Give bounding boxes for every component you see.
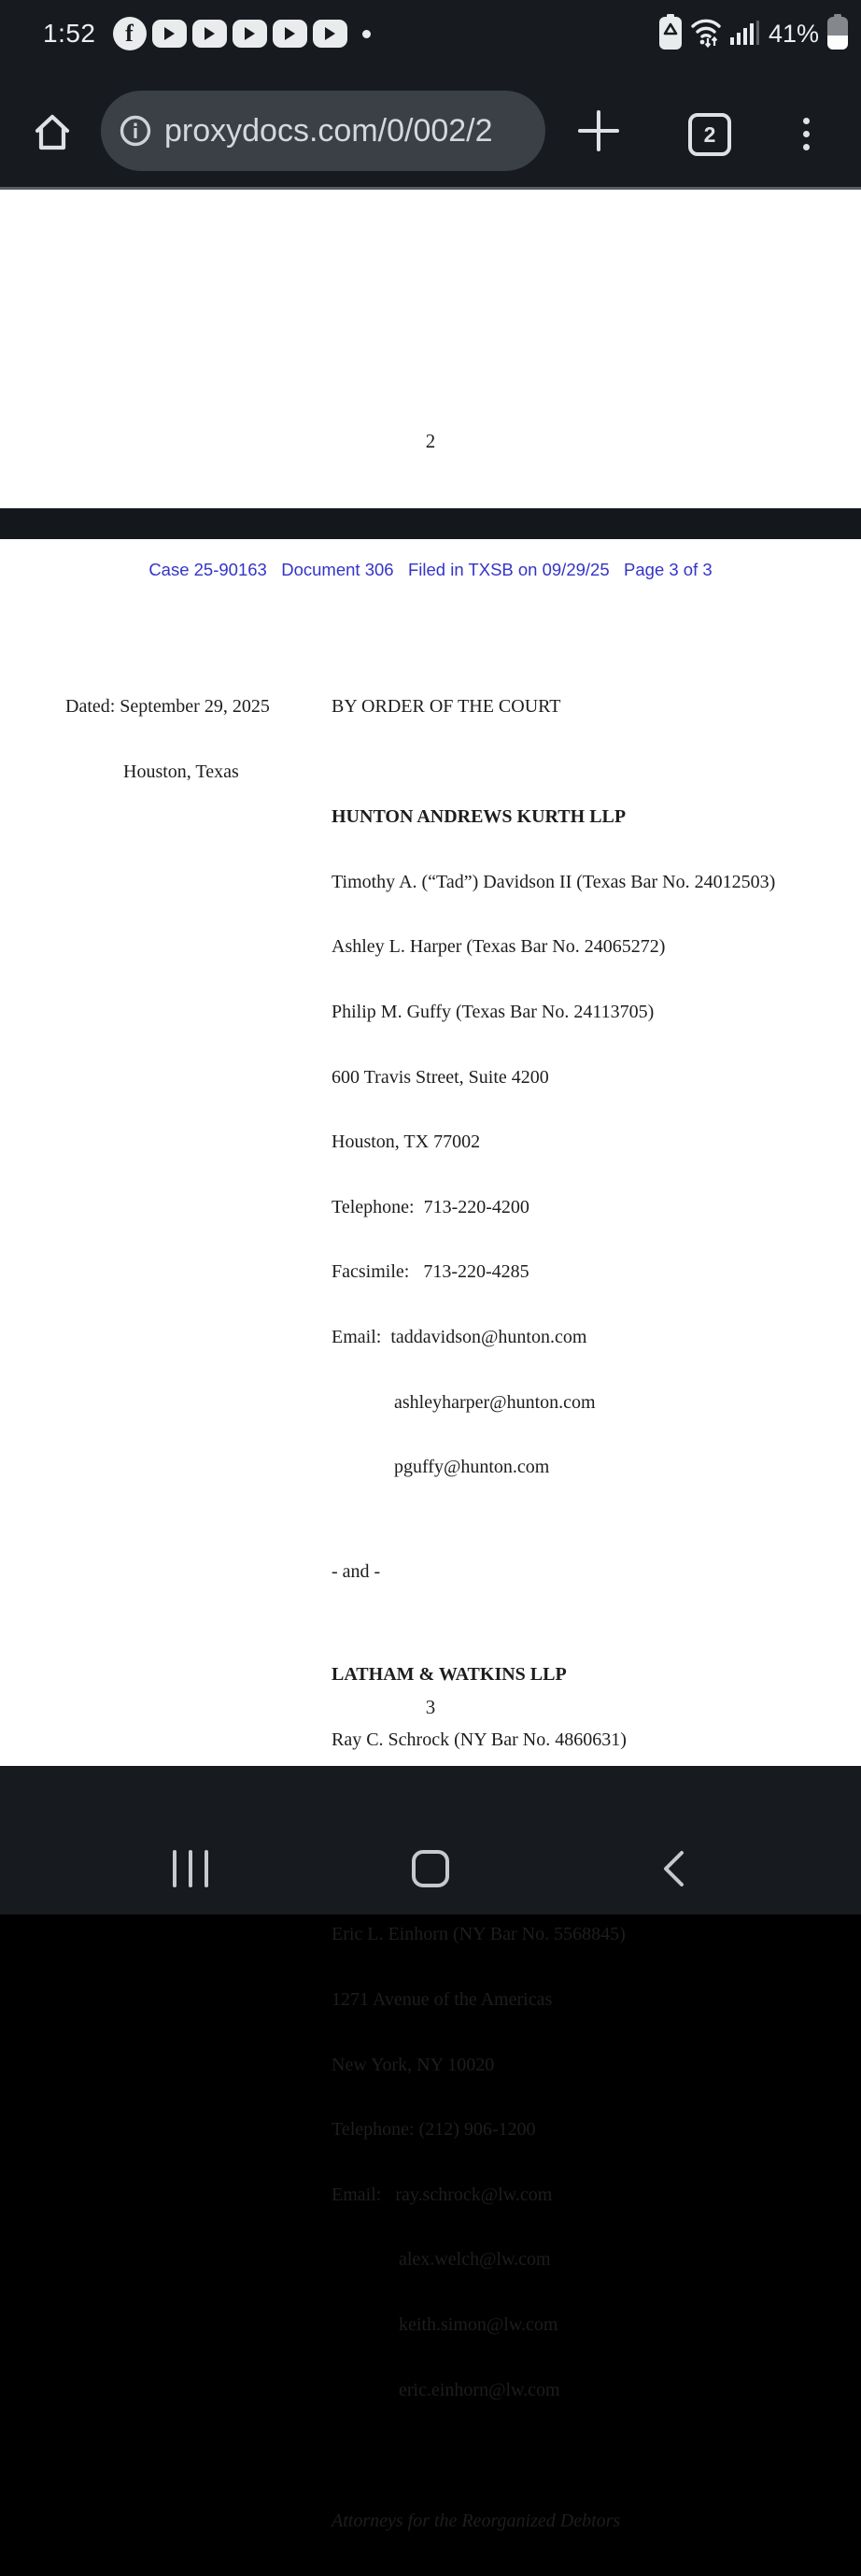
url-text[interactable]: proxydocs.com/0/002/2 bbox=[164, 112, 493, 149]
email-line: eric.einhorn@lw.com bbox=[399, 2379, 560, 2400]
page-2-number: 2 bbox=[425, 430, 436, 452]
doc-line: 600 Travis Street, Suite 4200 bbox=[332, 1066, 549, 1088]
more-notifications-icon bbox=[362, 30, 371, 38]
doc-line: Ray C. Schrock (NY Bar No. 4860631) bbox=[332, 1729, 627, 1750]
tab-switcher-button[interactable] bbox=[688, 113, 731, 156]
dated-line: Dated: September 29, 2025 bbox=[65, 696, 270, 718]
attorneys-signature-line: Attorneys for the Reorganized Debtors bbox=[332, 2511, 621, 2532]
status-bar bbox=[0, 0, 861, 67]
home-squircle-icon bbox=[412, 1850, 449, 1887]
battery-icon bbox=[827, 14, 848, 54]
youtube-notification-icon bbox=[192, 20, 227, 48]
youtube-notification-icon bbox=[233, 20, 267, 48]
battery-percent: 41% bbox=[768, 19, 819, 48]
email-line: ashleyharper@hunton.com bbox=[394, 1391, 596, 1413]
doc-line: Facsimile: 713-220-4285 bbox=[332, 1261, 529, 1283]
url-bar[interactable] bbox=[101, 91, 545, 171]
page-info-icon[interactable] bbox=[120, 115, 151, 147]
clock: 1:52 bbox=[43, 19, 96, 48]
page-3-number: 3 bbox=[425, 1696, 436, 1718]
email-line: keith.simon@lw.com bbox=[399, 2314, 558, 2336]
latham-firm-name: LATHAM & WATKINS LLP bbox=[332, 1663, 567, 1685]
notification-icons bbox=[113, 17, 371, 50]
browser-toolbar bbox=[0, 67, 861, 190]
new-tab-button[interactable] bbox=[574, 105, 623, 157]
doc-line: Telephone: (212) 906-1200 bbox=[332, 2119, 536, 2141]
doc-line: Email: ray.schrock@lw.com bbox=[332, 2184, 553, 2205]
youtube-notification-icon bbox=[152, 20, 187, 48]
email-line: pguffy@hunton.com bbox=[394, 1457, 550, 1478]
battery-saver-icon bbox=[659, 14, 682, 54]
page-gap-divider bbox=[0, 508, 861, 539]
recent-apps-button[interactable] bbox=[170, 1848, 211, 1889]
home-button[interactable] bbox=[32, 112, 73, 153]
doc-line: New York, NY 10020 bbox=[332, 2054, 495, 2075]
browser-menu-button[interactable] bbox=[794, 110, 818, 157]
signature-block bbox=[332, 653, 817, 2576]
signal-strength-icon bbox=[730, 17, 760, 51]
doc-line: Philip M. Guffy (Texas Bar No. 24113705) bbox=[332, 1002, 655, 1023]
back-button[interactable] bbox=[653, 1848, 694, 1889]
doc-line: Eric L. Einhorn (NY Bar No. 5568845) bbox=[332, 1924, 626, 1945]
doc-line: Ashley L. Harper (Texas Bar No. 24065272) bbox=[332, 936, 666, 958]
youtube-notification-icon bbox=[273, 20, 307, 48]
email-line: alex.welch@lw.com bbox=[399, 2249, 551, 2270]
doc-line: Email: taddavidson@hunton.com bbox=[332, 1327, 587, 1348]
pdf-page-2 bbox=[0, 190, 861, 508]
and-separator: - and - bbox=[332, 1561, 381, 1583]
doc-line: 1271 Avenue of the Americas bbox=[332, 1988, 553, 2010]
doc-line: Houston, TX 77002 bbox=[332, 1131, 481, 1153]
android-home-button[interactable] bbox=[410, 1848, 451, 1889]
doc-line: Timothy A. (“Tad”) Davidson II (Texas Bar No. 24012503) bbox=[332, 871, 776, 892]
doc-line: Telephone: 713-220-4200 bbox=[332, 1196, 529, 1217]
hunton-firm-name: HUNTON ANDREWS KURTH LLP bbox=[332, 806, 627, 828]
dated-city-line: Houston, Texas bbox=[123, 761, 239, 783]
dated-block bbox=[65, 653, 270, 827]
facebook-notification-icon: f bbox=[113, 17, 147, 50]
wifi-icon bbox=[690, 16, 722, 52]
pdf-page-3 bbox=[0, 539, 861, 2532]
tab-count: 2 bbox=[703, 121, 716, 147]
by-order-line: BY ORDER OF THE COURT bbox=[332, 696, 561, 718]
android-navigation-bar bbox=[0, 1766, 861, 1914]
case-stamp-header: Case 25-90163 Document 306 Filed in TXSB on 09/29/25 Page 3 of 3 bbox=[148, 560, 713, 579]
youtube-notification-icon bbox=[313, 20, 347, 48]
